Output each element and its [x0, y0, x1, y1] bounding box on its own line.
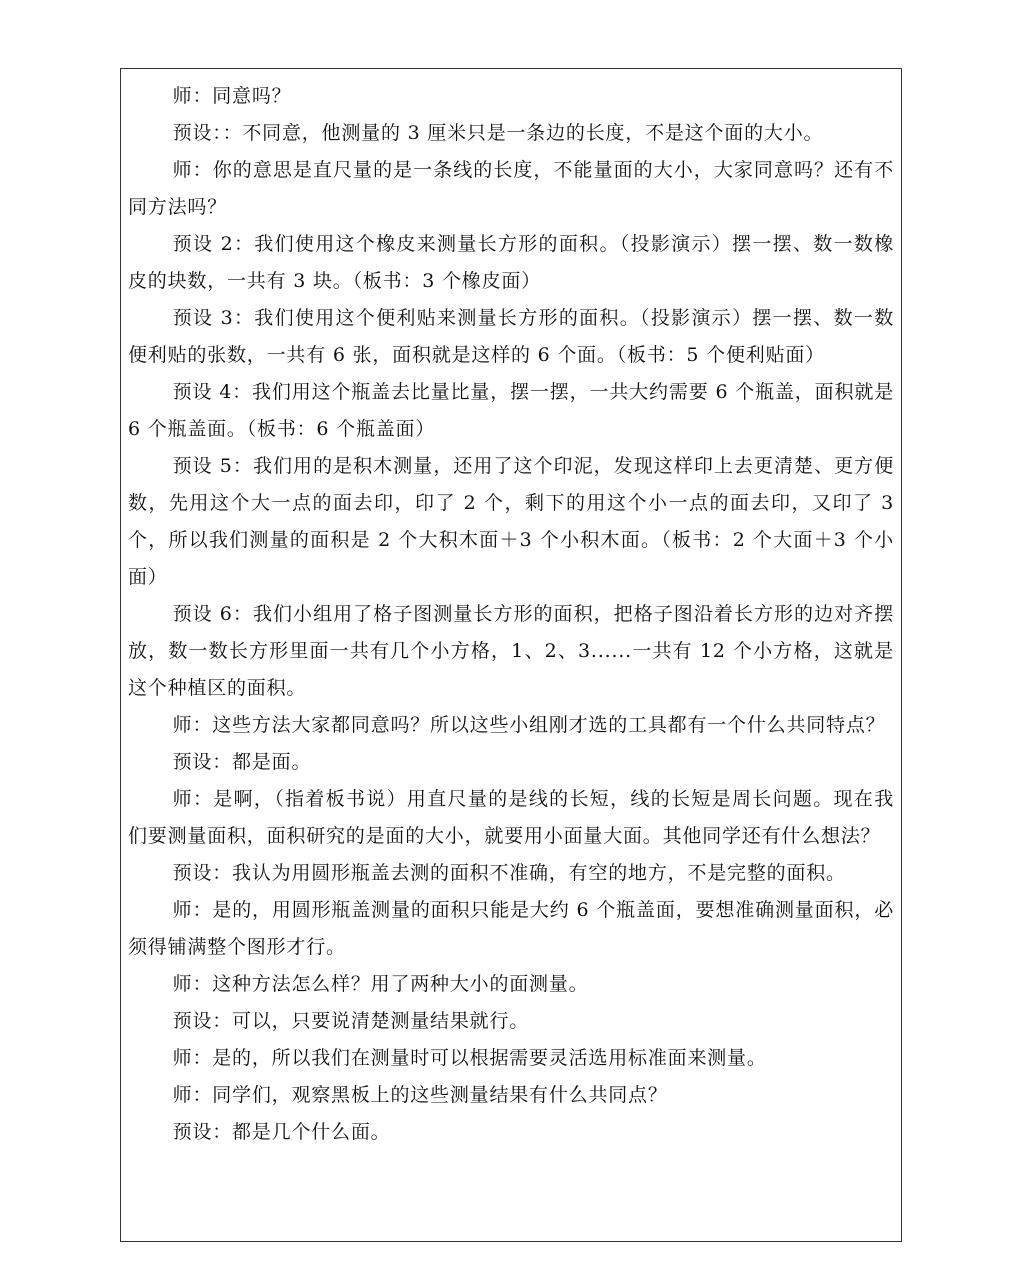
paragraph: 师：是的，用圆形瓶盖测量的面积只能是大约 6 个瓶盖面，要想准确测量面积，必须得铺满整个图形才行。 — [128, 899, 894, 958]
paragraph: 预设：都是几个什么面。 — [172, 1121, 391, 1143]
paragraph: 师：是的，所以我们在测量时可以根据需要灵活选用标准面来测量。 — [172, 1047, 767, 1069]
paragraph: 预设：：不同意，他测量的 3 厘米只是一条边的长度，不是这个面的大小。 — [172, 122, 824, 144]
paragraph: 预设 4：我们用这个瓶盖去比量比量，摆一摆，一共大约需要 6 个瓶盖，面积就是 6 个瓶盖面。（板书：6 个瓶盖面） — [128, 381, 894, 440]
paragraph: 师：是啊，（指着板书说）用直尺量的是线的长短，线的长短是周长问题。现在我们要测量面积，面积研究的是面的大小，就要用小面量大面。其他同学还有什么想法？ — [128, 788, 894, 847]
paragraph: 师：同学们，观察黑板上的这些测量结果有什么共同点？ — [172, 1084, 668, 1106]
paragraph: 预设：都是面。 — [172, 751, 312, 773]
paragraph: 预设 6：我们小组用了格子图测量长方形的面积，把格子图沿着长方形的边对齐摆放，数一数长方形里面一共有几个小方格，1、2、3......一共有 12 个小方格，这就是这个种植区的面积。 — [128, 603, 894, 699]
paragraph: 师：你的意思是直尺量的是一条线的长度，不能量面的大小，大家同意吗？还有不同方法吗？ — [128, 159, 894, 218]
paragraph: 师：这种方法怎么样？用了两种大小的面测量。 — [172, 973, 589, 995]
paragraph: 师：这些方法大家都同意吗？所以这些小组刚才选的工具都有一个什么共同特点？ — [172, 714, 886, 736]
paragraph: 预设：我认为用圆形瓶盖去测的面积不准确，有空的地方，不是完整的面积。 — [172, 862, 846, 884]
document-body — [128, 78, 894, 1151]
paragraph: 预设：可以，只要说清楚测量结果就行。 — [172, 1010, 530, 1032]
paragraph: 师：同意吗？ — [172, 85, 292, 107]
paragraph: 预设 5：我们用的是积木测量，还用了这个印泥，发现这样印上去更清楚、更方便数，先用这个大一点的面去印，印了 2 个，剩下的用这个小一点的面去印，又印了 3 个，所以我们测量的面积是 2 个大积木面＋3 个小积木面。（板书：2 个大面＋3 个小面） — [128, 455, 894, 588]
paragraph: 预设 2：我们使用这个橡皮来测量长方形的面积。（投影演示）摆一摆、数一数橡皮的块数，一共有 3 块。（板书：3 个橡皮面） — [128, 233, 894, 292]
paragraph: 预设 3：我们使用这个便利贴来测量长方形的面积。（投影演示）摆一摆、数一数便利贴的张数，一共有 6 张，面积就是这样的 6 个面。（板书：5 个便利贴面） — [128, 307, 894, 366]
